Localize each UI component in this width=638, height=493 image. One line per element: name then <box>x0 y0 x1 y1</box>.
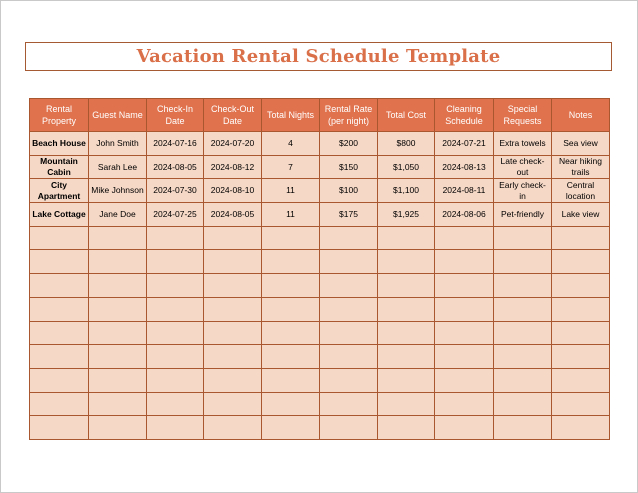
cell-rental-property[interactable] <box>30 416 89 440</box>
cell-cleaning-schedule[interactable] <box>435 297 494 321</box>
cell-check-out-date[interactable] <box>204 250 262 274</box>
cell-notes[interactable]: Sea view <box>552 132 610 156</box>
cell-special-requests[interactable]: Late check-out <box>494 155 552 179</box>
cell-special-requests[interactable] <box>494 297 552 321</box>
table-row <box>30 250 610 274</box>
cell-guest-name[interactable] <box>89 274 147 298</box>
cell-total-cost[interactable] <box>378 392 435 416</box>
table-row <box>30 416 610 440</box>
cell-notes[interactable] <box>552 297 610 321</box>
cell-special-requests[interactable] <box>494 226 552 250</box>
cell-guest-name[interactable] <box>89 416 147 440</box>
cell-special-requests[interactable]: Extra towels <box>494 132 552 156</box>
cell-check-in-date[interactable] <box>147 368 204 392</box>
cell-cleaning-schedule[interactable] <box>435 226 494 250</box>
cell-check-in-date[interactable]: 2024-07-25 <box>147 203 204 227</box>
cell-check-in-date[interactable] <box>147 392 204 416</box>
cell-cleaning-schedule[interactable] <box>435 274 494 298</box>
cell-total-cost[interactable] <box>378 250 435 274</box>
cell-special-requests[interactable] <box>494 392 552 416</box>
cell-cleaning-schedule[interactable] <box>435 345 494 369</box>
cell-total-cost[interactable] <box>378 345 435 369</box>
cell-total-cost[interactable] <box>378 274 435 298</box>
cell-guest-name[interactable] <box>89 321 147 345</box>
cell-total-nights[interactable]: 4 <box>262 132 320 156</box>
cell-rental-property[interactable]: Beach House <box>30 132 89 156</box>
cell-rental-rate[interactable] <box>320 345 378 369</box>
cell-special-requests[interactable] <box>494 416 552 440</box>
cell-notes[interactable] <box>552 416 610 440</box>
cell-check-out-date[interactable] <box>204 392 262 416</box>
cell-check-out-date[interactable]: 2024-07-20 <box>204 132 262 156</box>
cell-cleaning-schedule[interactable]: 2024-07-21 <box>435 132 494 156</box>
table-row <box>30 155 610 179</box>
cell-cleaning-schedule[interactable] <box>435 368 494 392</box>
cell-check-in-date[interactable]: 2024-07-30 <box>147 179 204 203</box>
cell-check-out-date[interactable] <box>204 297 262 321</box>
cell-check-in-date[interactable] <box>147 250 204 274</box>
cell-check-out-date[interactable] <box>204 321 262 345</box>
cell-rental-rate[interactable] <box>320 250 378 274</box>
cell-notes[interactable] <box>552 392 610 416</box>
cell-total-nights[interactable]: 7 <box>262 155 320 179</box>
header-row <box>30 99 610 132</box>
cell-rental-rate[interactable]: $200 <box>320 132 378 156</box>
cell-total-nights[interactable] <box>262 392 320 416</box>
cell-cleaning-schedule[interactable] <box>435 416 494 440</box>
cell-rental-rate[interactable]: $100 <box>320 179 378 203</box>
table-row <box>30 179 610 203</box>
cell-notes[interactable] <box>552 321 610 345</box>
cell-special-requests[interactable] <box>494 250 552 274</box>
cell-check-in-date[interactable] <box>147 321 204 345</box>
table-row <box>30 132 610 156</box>
cell-rental-property[interactable] <box>30 392 89 416</box>
cell-rental-rate[interactable]: $150 <box>320 155 378 179</box>
cell-total-cost[interactable] <box>378 416 435 440</box>
cell-guest-name[interactable] <box>89 368 147 392</box>
cell-total-nights[interactable] <box>262 297 320 321</box>
cell-total-cost[interactable] <box>378 297 435 321</box>
cell-rental-property[interactable] <box>30 250 89 274</box>
cell-total-nights[interactable] <box>262 226 320 250</box>
cell-guest-name[interactable]: Jane Doe <box>89 203 147 227</box>
cell-rental-property[interactable]: City Apartment <box>30 179 89 203</box>
cell-total-nights[interactable]: 11 <box>262 203 320 227</box>
cell-total-cost[interactable]: $1,925 <box>378 203 435 227</box>
cell-check-in-date[interactable] <box>147 416 204 440</box>
cell-total-nights[interactable] <box>262 416 320 440</box>
cell-guest-name[interactable]: Mike Johnson <box>89 179 147 203</box>
table-row <box>30 321 610 345</box>
cell-cleaning-schedule[interactable] <box>435 392 494 416</box>
table-body <box>30 132 610 440</box>
cell-special-requests[interactable]: Early check-in <box>494 179 552 203</box>
cell-guest-name[interactable] <box>89 297 147 321</box>
rental-schedule-table <box>29 98 610 440</box>
table-row <box>30 297 610 321</box>
header-guest-name: Guest Name <box>89 99 147 132</box>
cell-rental-property[interactable] <box>30 345 89 369</box>
cell-special-requests[interactable] <box>494 274 552 298</box>
cell-special-requests[interactable]: Pet-friendly <box>494 203 552 227</box>
cell-total-nights[interactable] <box>262 368 320 392</box>
cell-total-cost[interactable] <box>378 321 435 345</box>
cell-total-cost[interactable] <box>378 368 435 392</box>
cell-cleaning-schedule[interactable] <box>435 321 494 345</box>
cell-notes[interactable]: Central location <box>552 179 610 203</box>
cell-guest-name[interactable] <box>89 392 147 416</box>
cell-guest-name[interactable] <box>89 226 147 250</box>
cell-check-out-date[interactable] <box>204 345 262 369</box>
cell-check-out-date[interactable] <box>204 226 262 250</box>
table-row <box>30 345 610 369</box>
cell-total-nights[interactable]: 11 <box>262 179 320 203</box>
cell-rental-property[interactable] <box>30 274 89 298</box>
cell-rental-rate[interactable] <box>320 321 378 345</box>
table-row <box>30 226 610 250</box>
cell-total-cost[interactable]: $1,050 <box>378 155 435 179</box>
cell-total-nights[interactable] <box>262 274 320 298</box>
cell-total-cost[interactable]: $1,100 <box>378 179 435 203</box>
cell-rental-property[interactable] <box>30 321 89 345</box>
cell-guest-name[interactable] <box>89 345 147 369</box>
cell-guest-name[interactable]: John Smith <box>89 132 147 156</box>
header-rental-property: Rental Property <box>30 99 89 132</box>
cell-notes[interactable] <box>552 274 610 298</box>
table-row <box>30 274 610 298</box>
cell-total-nights[interactable] <box>262 250 320 274</box>
header-total-cost: Total Cost <box>378 99 435 132</box>
cell-rental-rate[interactable] <box>320 297 378 321</box>
header-check-in-date: Check-In Date <box>147 99 204 132</box>
cell-rental-rate[interactable]: $175 <box>320 203 378 227</box>
cell-guest-name[interactable]: Sarah Lee <box>89 155 147 179</box>
cell-rental-rate[interactable] <box>320 392 378 416</box>
cell-total-nights[interactable] <box>262 345 320 369</box>
cell-rental-rate[interactable] <box>320 368 378 392</box>
header-check-out-date: Check-Out Date <box>204 99 262 132</box>
cell-special-requests[interactable] <box>494 368 552 392</box>
cell-notes[interactable] <box>552 368 610 392</box>
cell-total-nights[interactable] <box>262 321 320 345</box>
title-box <box>25 42 612 71</box>
cell-check-out-date[interactable] <box>204 416 262 440</box>
header-rental-rate: Rental Rate (per night) <box>320 99 378 132</box>
cell-check-in-date[interactable] <box>147 274 204 298</box>
cell-total-cost[interactable] <box>378 226 435 250</box>
cell-notes[interactable]: Lake view <box>552 203 610 227</box>
cell-special-requests[interactable] <box>494 345 552 369</box>
cell-check-out-date[interactable]: 2024-08-05 <box>204 203 262 227</box>
cell-rental-property[interactable]: Lake Cottage <box>30 203 89 227</box>
header-notes: Notes <box>552 99 610 132</box>
cell-notes[interactable] <box>552 226 610 250</box>
cell-notes[interactable]: Near hiking trails <box>552 155 610 179</box>
table-row <box>30 203 610 227</box>
cell-cleaning-schedule[interactable]: 2024-08-11 <box>435 179 494 203</box>
cell-check-in-date[interactable] <box>147 226 204 250</box>
header-special-requests: Special Requests <box>494 99 552 132</box>
cell-check-in-date[interactable]: 2024-07-16 <box>147 132 204 156</box>
cell-notes[interactable] <box>552 250 610 274</box>
cell-check-in-date[interactable]: 2024-08-05 <box>147 155 204 179</box>
header-total-nights: Total Nights <box>262 99 320 132</box>
cell-rental-rate[interactable] <box>320 416 378 440</box>
cell-check-out-date[interactable]: 2024-08-12 <box>204 155 262 179</box>
table-row <box>30 392 610 416</box>
cell-rental-rate[interactable] <box>320 274 378 298</box>
cell-check-out-date[interactable] <box>204 368 262 392</box>
header-cleaning-schedule: Cleaning Schedule <box>435 99 494 132</box>
cell-check-in-date[interactable] <box>147 345 204 369</box>
cell-total-cost[interactable]: $800 <box>378 132 435 156</box>
table-row <box>30 368 610 392</box>
document-title: Vacation Rental Schedule Template <box>136 46 501 67</box>
cell-guest-name[interactable] <box>89 250 147 274</box>
cell-rental-property[interactable] <box>30 226 89 250</box>
cell-check-out-date[interactable]: 2024-08-10 <box>204 179 262 203</box>
cell-cleaning-schedule[interactable]: 2024-08-13 <box>435 155 494 179</box>
cell-rental-property[interactable] <box>30 297 89 321</box>
cell-notes[interactable] <box>552 345 610 369</box>
cell-check-out-date[interactable] <box>204 274 262 298</box>
cell-cleaning-schedule[interactable]: 2024-08-06 <box>435 203 494 227</box>
cell-check-in-date[interactable] <box>147 297 204 321</box>
cell-rental-rate[interactable] <box>320 226 378 250</box>
cell-cleaning-schedule[interactable] <box>435 250 494 274</box>
cell-special-requests[interactable] <box>494 321 552 345</box>
cell-rental-property[interactable] <box>30 368 89 392</box>
cell-rental-property[interactable]: Mountain Cabin <box>30 155 89 179</box>
